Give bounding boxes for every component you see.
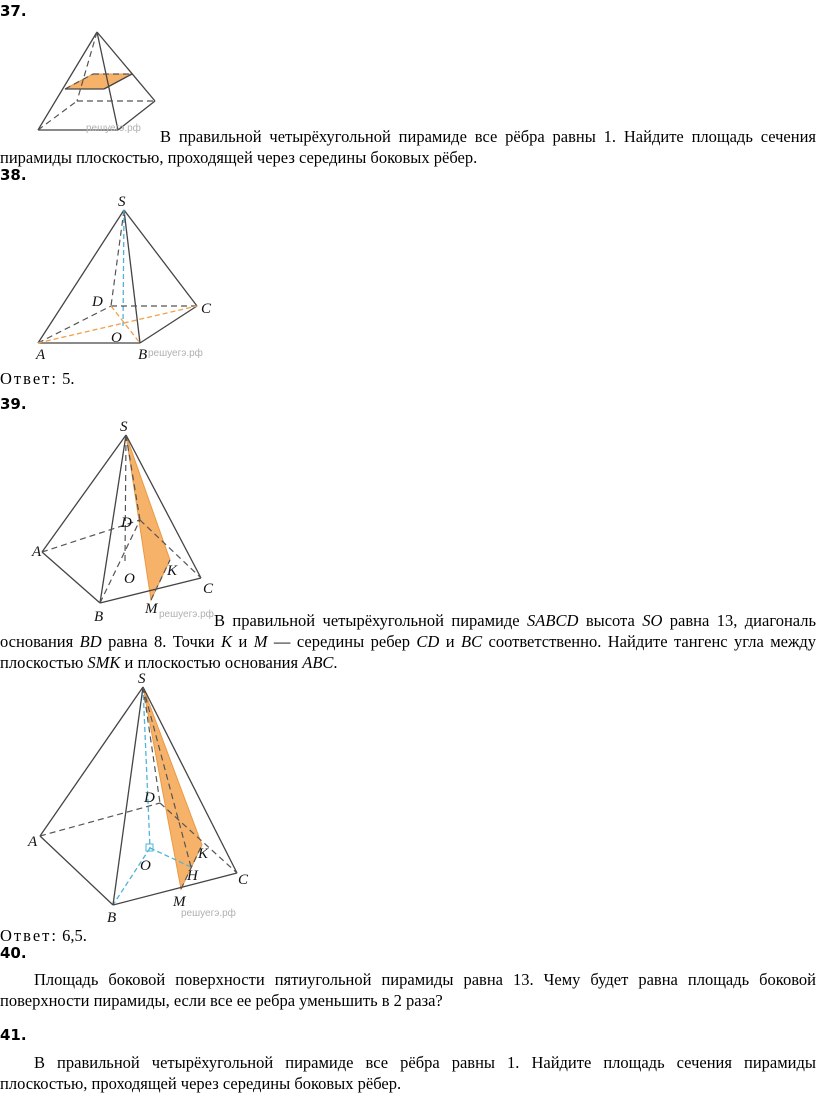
- label-d: D: [121, 515, 132, 531]
- label-b: B: [94, 609, 104, 625]
- label-a: A: [32, 544, 42, 560]
- label-o: O: [124, 571, 135, 587]
- problem-38-number: 38.: [0, 166, 27, 184]
- watermark: решуегэ.рф: [159, 609, 214, 620]
- label-d: D: [144, 790, 155, 806]
- label-m: M: [145, 601, 158, 617]
- label-d: D: [92, 294, 103, 310]
- label-s: S: [138, 671, 146, 687]
- watermark: решуегэ.рф: [181, 908, 236, 919]
- label-s: S: [118, 194, 126, 210]
- label-b: B: [138, 347, 148, 363]
- problem-41-number: 41.: [0, 1026, 27, 1044]
- answer-39: [0, 926, 87, 946]
- problem-40-text: Площадь боковой поверхности пятиугольной пирамиды равна 13. Чему будет равна площадь боковой поверхности пирамиды, если все ее ребра уменьшить в 2 раза?: [0, 970, 816, 1010]
- label-k: K: [198, 846, 209, 862]
- problem-37-text: В правильной четырёхугольной пирамиде все рёбра равны 1. Найдите площадь сечения пирамиды плоскостью, проходящей через середины боковых рёбер.: [0, 127, 816, 167]
- label-c: C: [201, 301, 212, 317]
- label-c: C: [238, 872, 249, 888]
- watermark: решуегэ.рф: [86, 123, 141, 134]
- label-b: B: [107, 910, 117, 926]
- label-c: C: [203, 581, 214, 597]
- label-a: A: [28, 834, 38, 850]
- answer-value: 5.: [62, 369, 75, 388]
- label-s: S: [120, 419, 128, 435]
- watermark: решуегэ.рф: [148, 348, 203, 359]
- label-o: O: [140, 858, 151, 874]
- problem-41-text: В правильной четырёхугольной пирамиде все рёбра равны 1. Найдите площадь сечения пирамиды плоскостью, проходящей через середины боковых рёбер.: [0, 1053, 816, 1093]
- label-m: M: [173, 894, 186, 910]
- problem-37-number: 37.: [0, 2, 27, 20]
- answer-label: Ответ:: [0, 926, 58, 945]
- answer-label: Ответ:: [0, 369, 58, 388]
- answer-value: 6,5.: [62, 926, 87, 945]
- label-k: K: [167, 563, 178, 579]
- problem-39-text: В правильной четырёхугольной пирамиде SABCD высота SO равна 13, диагональ основания BD равна 8. Точки K и M — середины ребер CD и BC соответственно. Найдите тангенс угла между плоскостью SMK и плоскостью основания ABC.: [0, 611, 816, 672]
- problem-40-number: 40.: [0, 944, 27, 962]
- label-a: A: [36, 347, 46, 363]
- label-h: H: [187, 868, 198, 884]
- label-o: O: [111, 330, 122, 346]
- problem-39-number: 39.: [0, 395, 27, 413]
